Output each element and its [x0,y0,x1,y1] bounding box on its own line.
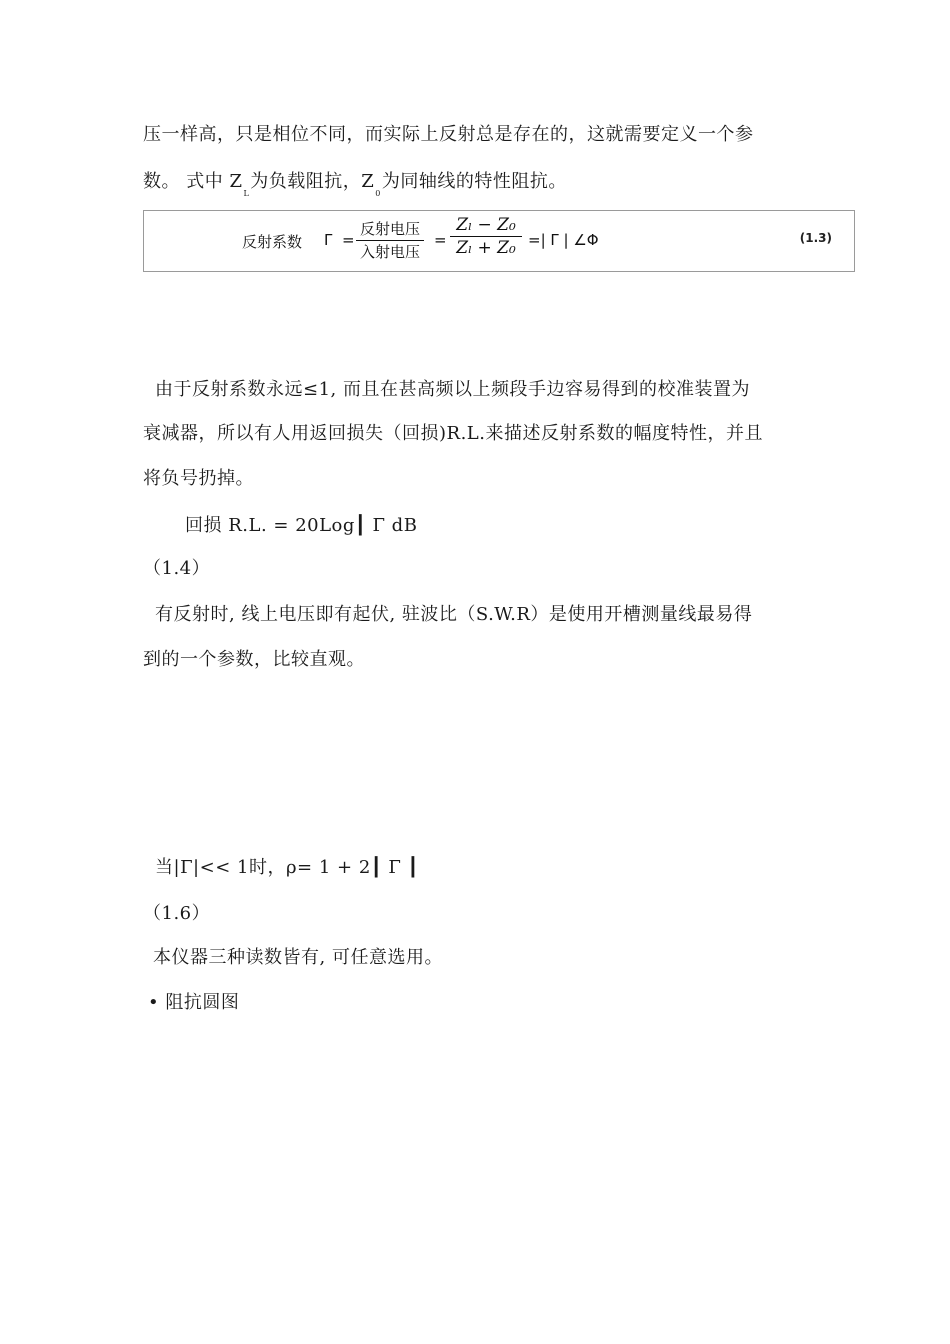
formula-equals-2: = [434,231,447,249]
paragraph-2-line-1: 由于反射系数永远≤1, 而且在甚高频以上频段手边容易得到的校准装置为 [155,379,750,400]
text-segment: 数。 式中 Z [143,171,243,192]
fraction-denominator: Zₗ + Z₀ [456,238,516,258]
text-segment: 为同轴线的特性阻抗。 [381,171,567,192]
paragraph-3-line-2: 到的一个参数，比较直观。 [143,649,365,670]
paragraph-1-line-2 [143,170,567,206]
fraction-bar [450,236,522,237]
fraction-denominator: 入射电压 [359,243,420,261]
fraction-numerator: Zₗ − Z₀ [456,215,516,235]
equation-1-4-number: （1.4） [143,558,211,579]
text-segment: 为负载阻抗，Z [250,171,375,192]
paragraph-4-line-1: 本仪器三种读数皆有, 可任意选用。 [153,947,443,968]
formula-label: 反射系数 [242,233,303,251]
subscript: 0 [375,189,381,198]
equation-1-6: 当|Γ|<< 1时，ρ= 1 + 2┃ Γ ┃ [155,857,419,878]
equation-1-4: 回损 R.L. = 20Log┃ Γ dB [185,515,418,536]
equation-number: (1.3) [799,231,832,245]
fraction-impedance [450,215,522,258]
formula-gamma: Γ [324,231,333,249]
formula-1-3-box [143,210,855,272]
formula-equals-1: = [342,231,355,249]
paragraph-1-line-1: 压一样高，只是相位不同，而实际上反射总是存在的，这就需要定义一个参 [143,124,754,145]
paragraph-2-line-3: 将负号扔掉。 [143,468,254,489]
bullet-heading: • 阻抗圆图 [148,992,240,1013]
fraction-numerator: 反射电压 [359,220,420,238]
paragraph-3-line-1: 有反射时, 线上电压即有起伏, 驻波比（S.W.R）是使用开槽测量线最易得 [155,604,753,625]
subscript: L [243,189,250,198]
formula-result: =| Γ | ∠Φ [528,231,599,249]
equation-1-6-number: （1.6） [143,903,211,924]
paragraph-2-line-2: 衰减器，所以有人用返回损失（回损)R.L.来描述反射系数的幅度特性，并且 [143,423,763,444]
fraction-voltage [356,219,424,262]
fraction-bar [356,240,424,241]
